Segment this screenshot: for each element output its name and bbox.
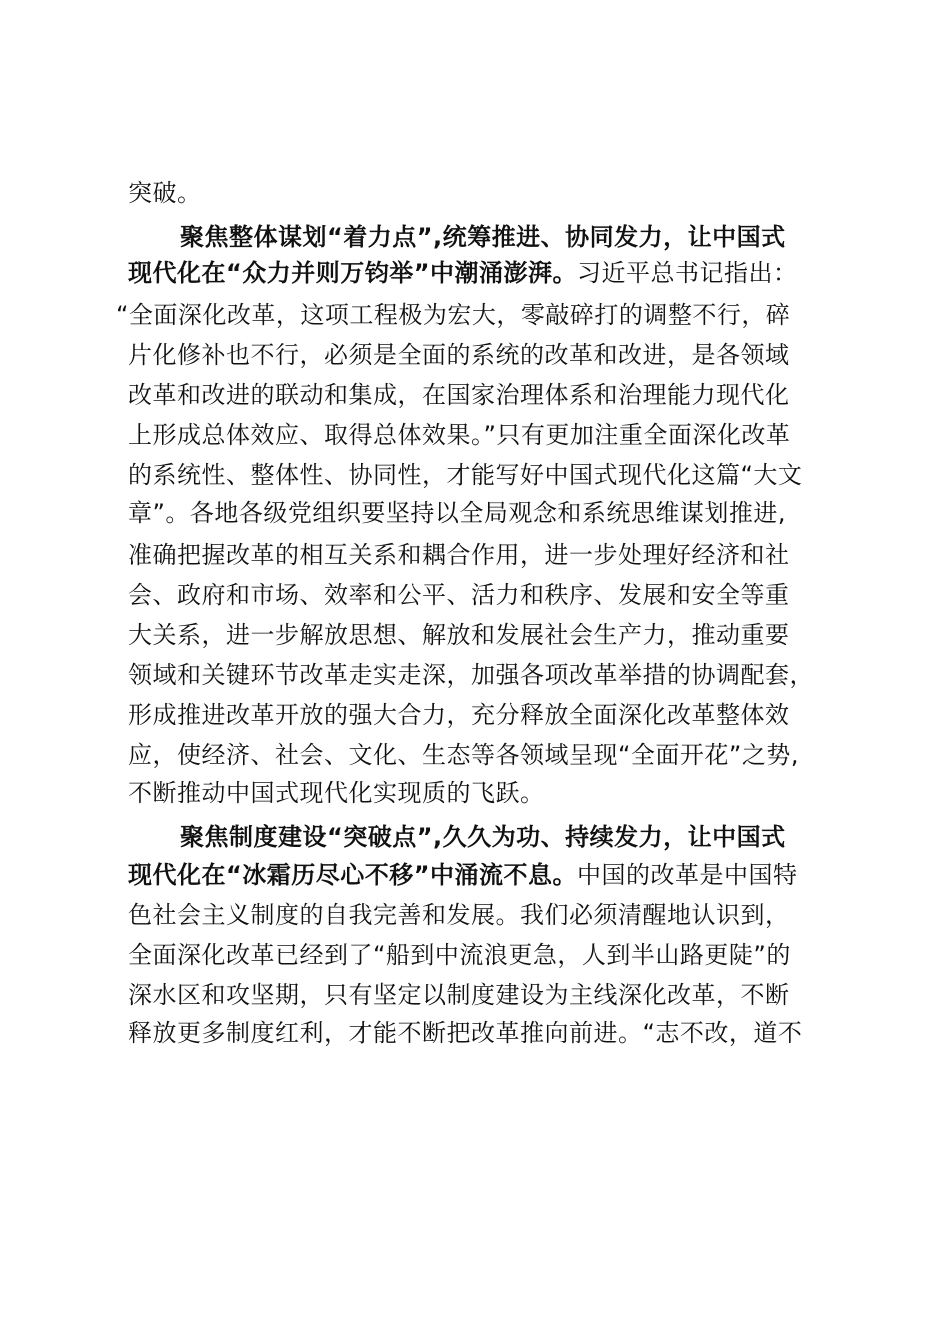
text-line (128, 778, 545, 808)
text-segment: 章”。各地各级党组织要坚持以全局观念和系统思维谋划推进, (128, 499, 787, 527)
text-segment: 色社会主义制度的自我完善和发展。我们必须清醒地认识到， (128, 901, 790, 929)
text-segment: 全面深化改革已经到了“船到中流浪更急，人到半山路更陡”的 (128, 941, 791, 969)
text-segment: “全面深化改革，这项工程极为宏大，零敲碎打的调整不行，碎 (116, 301, 791, 329)
text-line (128, 980, 790, 1010)
text-segment: 中国的改革是中国特 (577, 861, 798, 889)
bold-text-segment: 聚焦整体谋划“着力点”,统筹推进、协同发力，让中国式 (180, 223, 786, 251)
bold-text-segment: 聚焦制度建设“突破点”,久久为功、持续发力，让中国式 (180, 823, 786, 851)
text-segment: 形成推进改革开放的强大合力，充分释放全面深化改革整体效 (128, 701, 790, 729)
text-line (128, 700, 790, 730)
text-line (128, 620, 790, 650)
text-segment: 领域和关键环节改革走实走深，加强各项改革举措的协调配套， (128, 661, 814, 689)
text-segment: 不断推动中国式现代化实现质的飞跃。 (128, 779, 545, 807)
text-line (128, 860, 798, 890)
text-line (128, 178, 202, 208)
bold-text-segment: 现代化在“众力并则万钧举”中潮涌澎湃。 (128, 259, 578, 287)
text-line (116, 300, 790, 330)
text-segment: 深水区和攻坚期，只有坚定以制度建设为主线深化改革，不断 (128, 981, 790, 1009)
text-segment: 的系统性、整体性、协同性，才能写好中国式现代化这篇“大文 (128, 461, 803, 489)
text-line (128, 498, 786, 528)
text-line (128, 540, 790, 570)
text-line (180, 222, 786, 252)
text-segment: 准确把握改革的相互关系和耦合作用，进一步处理好经济和社 (128, 541, 790, 569)
text-line (128, 740, 799, 770)
text-line (128, 1018, 802, 1048)
text-line (128, 420, 790, 450)
text-line (128, 580, 790, 610)
text-segment: 释放更多制度红利，才能不断把改革推向前进。“志不改，道不 (128, 1019, 803, 1047)
text-line (128, 380, 790, 410)
text-line (180, 822, 786, 852)
text-line (128, 460, 802, 490)
text-segment: 大关系，进一步解放思想、解放和发展社会生产力，推动重要 (128, 621, 790, 649)
text-segment: 上形成总体效应、取得总体效果。”只有更加注重全面深化改革 (128, 421, 791, 449)
text-line (128, 940, 791, 970)
text-line (128, 340, 790, 370)
text-segment: 改革和改进的联动和集成，在国家治理体系和治理能力现代化 (128, 381, 790, 409)
text-line (128, 900, 790, 930)
text-segment: 会、政府和市场、效率和公平、活力和秩序、发展和安全等重 (128, 581, 790, 609)
text-segment: 突破。 (128, 179, 202, 207)
text-segment: 习近平总书记指出： (577, 259, 798, 287)
bold-text-segment: 现代化在“冰霜历尽心不移”中涌流不息。 (128, 861, 578, 889)
text-line (128, 660, 814, 690)
text-line (128, 258, 798, 288)
text-segment: 片化修补也不行，必须是全面的系统的改革和改进，是各领域 (128, 341, 790, 369)
text-segment: 应，使经济、社会、文化、生态等各领域呈现“全面开花”之势, (128, 741, 799, 769)
